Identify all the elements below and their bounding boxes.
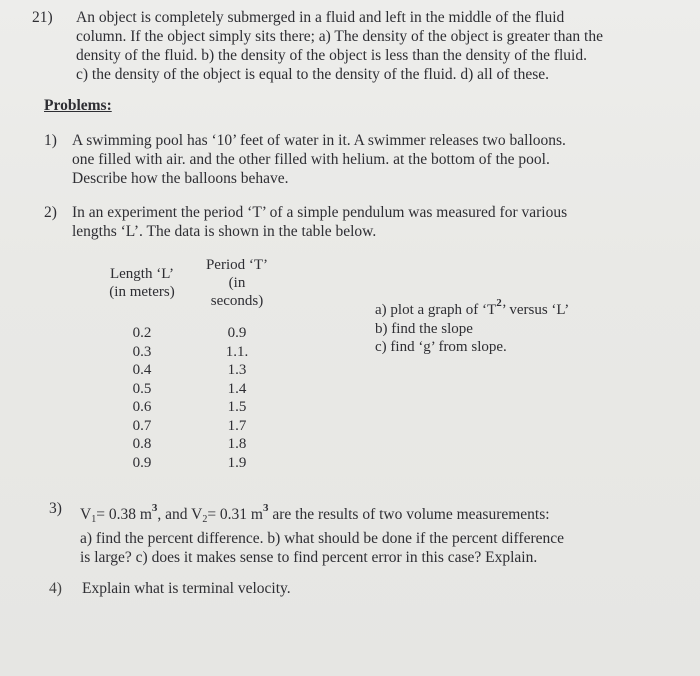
- period-cell: 1.9: [227, 454, 247, 471]
- task-c: c) find ‘g’ from slope.: [375, 339, 507, 355]
- problem-1-text: [72, 131, 566, 188]
- v1-exponent: 3: [151, 502, 158, 514]
- problem-2-line-1: In an experiment the period ‘T’ of a simple pendulum was measured for various: [72, 204, 568, 221]
- task-a-exponent: 2: [496, 297, 502, 309]
- problem-4-text: Explain what is terminal velocity.: [82, 580, 291, 597]
- problem-2-text: [72, 203, 567, 241]
- table-row: [82, 343, 272, 362]
- table-row: [82, 417, 272, 436]
- problem-3-text: [80, 499, 564, 567]
- period-cell: 1.5: [227, 399, 247, 415]
- v2-label: , and V: [157, 506, 203, 523]
- v2-subscript: 2: [202, 514, 208, 525]
- length-cell: 0.7: [132, 417, 152, 434]
- problem-3-line-3: is large? c) does it makes sense to find percent error in this case? Explain.: [80, 549, 538, 566]
- length-header: [82, 256, 202, 310]
- task-a: [375, 294, 569, 320]
- v2-value: = 0.31 m: [207, 506, 263, 523]
- task-b: b) find the slope: [375, 320, 473, 337]
- table-row: [82, 454, 272, 473]
- length-header-label: Length ‘L’: [109, 266, 174, 282]
- problem-3-line-2: a) find the percent difference. b) what should be done if the percent difference: [80, 530, 565, 547]
- v1-label: V: [80, 506, 92, 523]
- table-row: [82, 324, 272, 343]
- problem-4-number: 4): [49, 580, 62, 597]
- question-21: [32, 8, 53, 27]
- question-21-line-2: column. If the object simply sits there; a) The density of the object is greater than the: [76, 28, 603, 45]
- period-header: [202, 256, 272, 310]
- problems-heading: Problems:: [44, 97, 112, 114]
- period-cell: 0.9: [227, 325, 247, 341]
- task-a-prefix: a) plot a graph of ‘T: [375, 302, 497, 318]
- problem-1-line-3: Describe how the balloons behave.: [72, 170, 289, 187]
- period-header-unit: (in seconds): [210, 275, 264, 309]
- problem-3-line-1-tail: are the results of two volume measurements:: [268, 506, 550, 523]
- length-cell: 0.3: [132, 343, 152, 360]
- problem-2-tasks: [375, 294, 569, 357]
- question-21-line-4: c) the density of the object is equal to the density of the fluid. d) all of these.: [76, 66, 550, 83]
- question-21-text: [76, 8, 603, 84]
- problem-2-line-2: lengths ‘L’. The data is shown in the table below.: [72, 223, 377, 240]
- table-row: [82, 380, 272, 399]
- v2-exponent: 3: [263, 502, 269, 514]
- v1-value: = 0.38 m: [96, 506, 152, 523]
- length-cell: 0.4: [132, 362, 152, 378]
- period-cell: 1.4: [227, 380, 247, 397]
- period-cell: 1.1.: [225, 343, 249, 360]
- table-row: [82, 435, 272, 454]
- period-cell: 1.8: [227, 436, 247, 452]
- length-cell: 0.8: [132, 436, 152, 452]
- problem-3-line-1: [80, 499, 564, 529]
- length-header-unit: (in meters): [109, 284, 175, 300]
- length-cell: 0.5: [132, 380, 152, 397]
- problem-1-line-2: one filled with air. and the other filled with helium. at the bottom of the pool.: [72, 151, 550, 168]
- problem-3-number: 3): [49, 500, 62, 517]
- question-21-number: 21): [32, 9, 53, 26]
- problem-1-line-1: A swimming pool has ‘10’ feet of water in it. A swimmer releases two balloons.: [72, 132, 566, 149]
- problem-1-number: 1): [44, 132, 57, 149]
- pendulum-data-table: [82, 256, 272, 472]
- length-cell: 0.6: [132, 399, 152, 415]
- length-cell: 0.9: [132, 454, 152, 471]
- table-row: [82, 361, 272, 380]
- table-row: [82, 398, 272, 417]
- period-header-label: Period ‘T’: [205, 257, 269, 273]
- period-cell: 1.7: [227, 417, 247, 434]
- problem-2-number: 2): [44, 204, 57, 221]
- task-a-suffix: ’ versus ‘L’: [501, 302, 570, 318]
- period-cell: 1.3: [227, 362, 247, 378]
- length-cell: 0.2: [132, 325, 152, 341]
- v1-subscript: 1: [91, 514, 97, 525]
- question-21-line-1: An object is completely submerged in a fluid and left in the middle of the fluid: [76, 9, 565, 26]
- table-header-row: [82, 256, 272, 310]
- question-21-line-3: density of the fluid. b) the density of the object is less than the density of the fluid.: [76, 47, 587, 64]
